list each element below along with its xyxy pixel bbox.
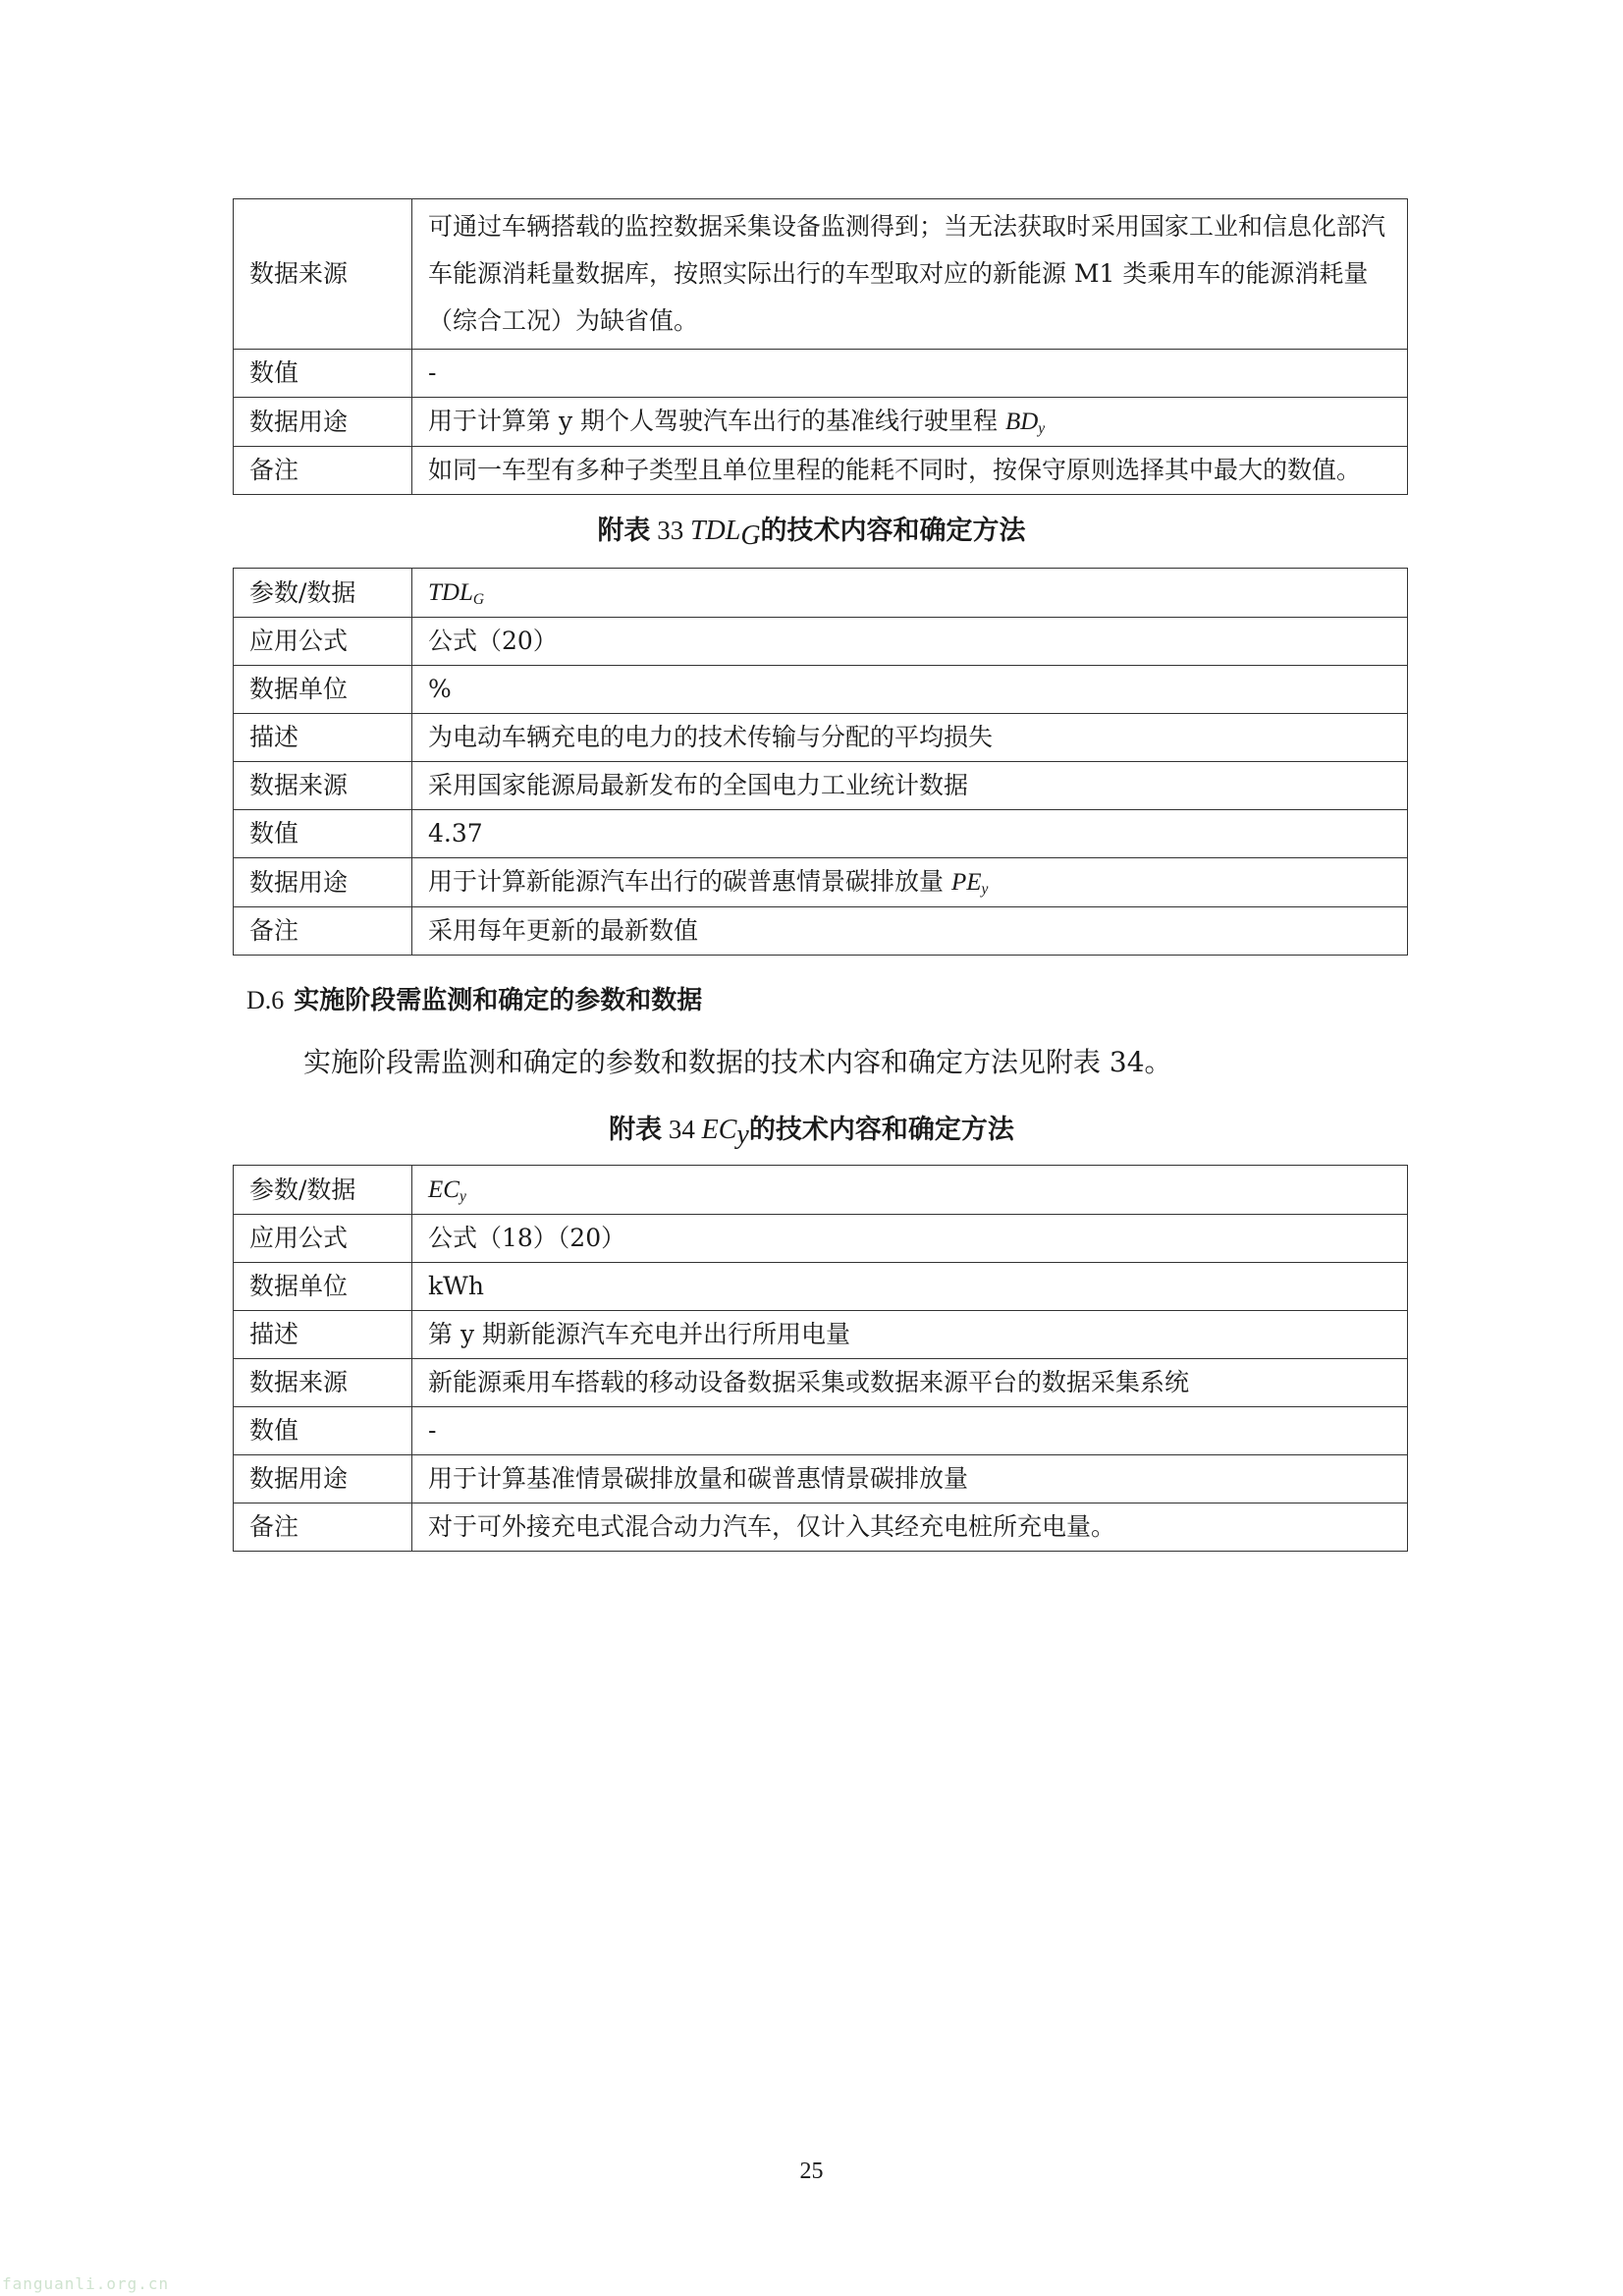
row-label: 备注 (234, 907, 412, 956)
row-value: 公式（18）（20） (412, 1215, 1408, 1263)
caption-subscript: G (740, 519, 761, 551)
row-value: 可通过车辆搭载的监控数据采集设备监测得到；当无法获取时采用国家工业和信息化部汽车能源消耗量数据库，按照实际出行的车型取对应的新能源 M1 类乘用车的能源消耗量（综合工况）为缺省值。 (412, 199, 1408, 350)
row-value: - (412, 1407, 1408, 1455)
math-symbol: PE (950, 869, 982, 896)
body-paragraph: 实施阶段需监测和确定的参数和数据的技术内容和确定方法见附表 34。 (303, 1046, 1172, 1078)
value-text: 用于计算第 y 期个人驾驶汽车出行的基准线行驶里程 (428, 407, 1005, 435)
math-subscript: y (981, 881, 989, 899)
table-row (234, 398, 1408, 447)
row-label: 数据单位 (234, 1263, 412, 1311)
table-caption (0, 509, 1623, 551)
row-label: 数值 (234, 810, 412, 858)
row-label: 数值 (234, 1407, 412, 1455)
row-value: 采用国家能源局最新发布的全国电力工业统计数据 (412, 762, 1408, 810)
math-symbol: TDL (428, 579, 473, 606)
row-label: 数据单位 (234, 666, 412, 714)
caption-number: 34 (662, 1115, 702, 1144)
continued-spec-table (233, 198, 1408, 495)
caption-symbol: EC (701, 1115, 737, 1145)
row-value (412, 1166, 1408, 1215)
caption-subscript: y (736, 1119, 749, 1150)
table-row (234, 1215, 1408, 1263)
row-label: 数值 (234, 350, 412, 398)
row-value: 采用每年更新的最新数值 (412, 907, 1408, 956)
table-row (234, 1359, 1408, 1407)
row-label: 数据用途 (234, 398, 412, 447)
row-value (412, 398, 1408, 447)
math-subscript: y (459, 1188, 466, 1206)
table-row (234, 569, 1408, 618)
table-caption (0, 1108, 1623, 1150)
table-row (234, 762, 1408, 810)
table-row (234, 618, 1408, 666)
row-value: 第 y 期新能源汽车充电并出行所用电量 (412, 1311, 1408, 1359)
row-label: 数据用途 (234, 1455, 412, 1503)
row-label: 数据来源 (234, 762, 412, 810)
math-subscript: G (472, 591, 485, 609)
row-label: 备注 (234, 447, 412, 495)
section-number: D.6 (246, 986, 285, 1014)
table-row (234, 810, 1408, 858)
spec-table-33 (233, 568, 1408, 956)
table-row (234, 714, 1408, 762)
table-row (234, 350, 1408, 398)
row-value: 用于计算基准情景碳排放量和碳普惠情景碳排放量 (412, 1455, 1408, 1503)
row-label: 数据来源 (234, 1359, 412, 1407)
row-value: 对于可外接充电式混合动力汽车，仅计入其经充电桩所充电量。 (412, 1503, 1408, 1552)
row-value: 新能源乘用车搭载的移动设备数据采集或数据来源平台的数据采集系统 (412, 1359, 1408, 1407)
section-title: 实施阶段需监测和确定的参数和数据 (294, 986, 703, 1015)
row-label: 数据用途 (234, 858, 412, 907)
math-subscript: y (1038, 420, 1046, 438)
row-value: - (412, 350, 1408, 398)
row-label: 备注 (234, 1503, 412, 1552)
spec-table-34 (233, 1165, 1408, 1552)
caption-symbol: TDL (689, 516, 741, 546)
table-row (234, 858, 1408, 907)
caption-suffix: 的技术内容和确定方法 (760, 516, 1026, 546)
caption-suffix: 的技术内容和确定方法 (748, 1115, 1014, 1145)
row-value (412, 858, 1408, 907)
math-symbol: EC (428, 1176, 460, 1203)
row-value: 如同一车型有多种子类型且单位里程的能耗不同时，按保守原则选择其中最大的数值。 (412, 447, 1408, 495)
table-row (234, 1166, 1408, 1215)
section-heading (246, 980, 702, 1016)
row-label: 参数/数据 (234, 569, 412, 618)
table-row (234, 447, 1408, 495)
table-row (234, 907, 1408, 956)
caption-prefix: 附表 (609, 1115, 663, 1145)
row-label: 描述 (234, 1311, 412, 1359)
table-row (234, 1407, 1408, 1455)
row-value: % (412, 666, 1408, 714)
value-text: 用于计算新能源汽车出行的碳普惠情景碳排放量 (428, 867, 951, 896)
row-label: 应用公式 (234, 1215, 412, 1263)
math-symbol: BD (1004, 409, 1039, 435)
table-row (234, 199, 1408, 350)
row-value: 公式（20） (412, 618, 1408, 666)
table-row (234, 1455, 1408, 1503)
caption-prefix: 附表 (597, 516, 651, 546)
row-label: 数据来源 (234, 199, 412, 350)
row-label: 描述 (234, 714, 412, 762)
row-value: 为电动车辆充电的电力的技术传输与分配的平均损失 (412, 714, 1408, 762)
row-label: 应用公式 (234, 618, 412, 666)
table-row (234, 1503, 1408, 1552)
row-label: 参数/数据 (234, 1166, 412, 1215)
table-row (234, 666, 1408, 714)
table-row (234, 1263, 1408, 1311)
watermark: fanguanli.org.cn (2, 2274, 170, 2293)
table-row (234, 1311, 1408, 1359)
row-value (412, 569, 1408, 618)
page-number: 25 (799, 2159, 824, 2184)
row-value: 4.37 (412, 810, 1408, 858)
caption-number: 33 (650, 516, 690, 545)
row-value: kWh (412, 1263, 1408, 1311)
